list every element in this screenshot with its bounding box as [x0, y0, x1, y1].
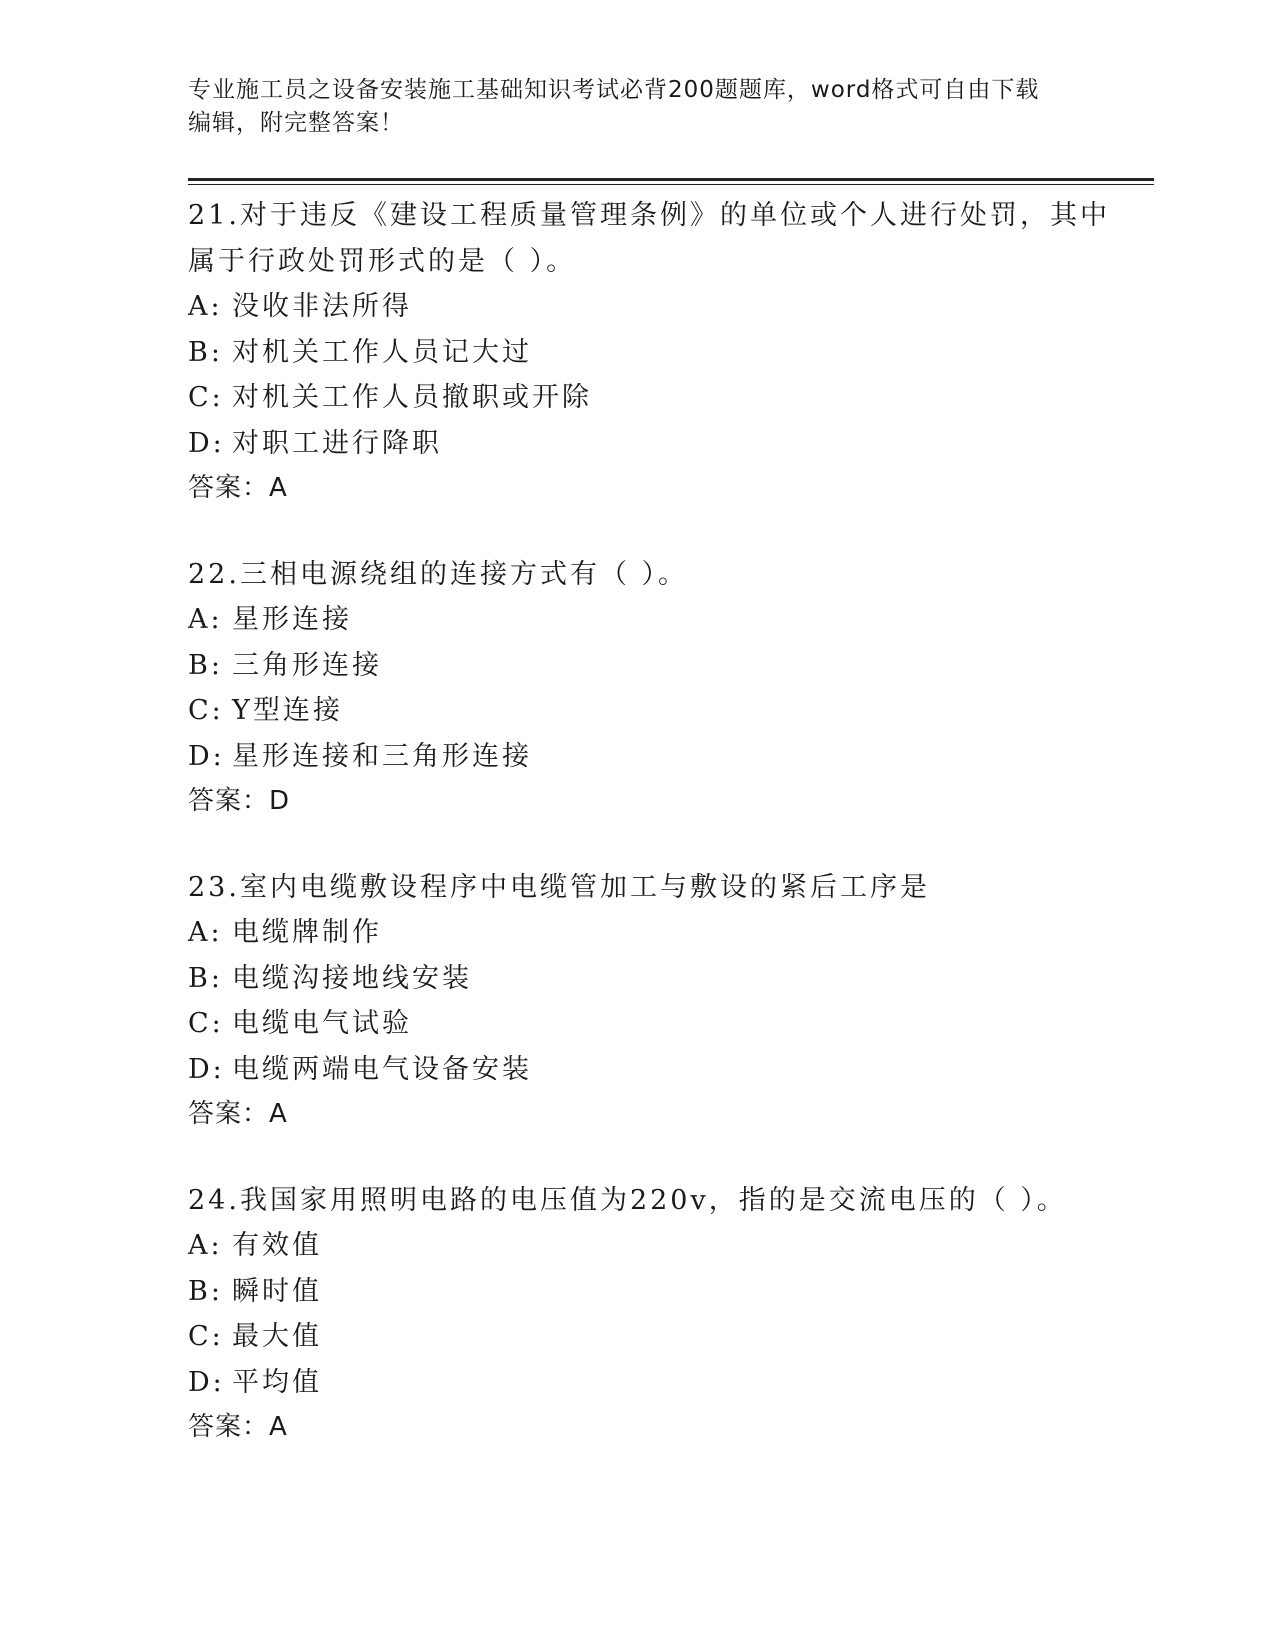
option-key: C:: [188, 1008, 224, 1039]
header-divider-thin: [188, 184, 1154, 185]
question-22: [188, 552, 1154, 825]
option-text: 电缆牌制作: [232, 917, 382, 948]
question-21: [188, 193, 1154, 512]
question-list: [188, 193, 1154, 1491]
option-a: [188, 597, 1154, 643]
option-text: 三角形连接: [232, 649, 382, 681]
option-key: D:: [188, 740, 225, 772]
answer-line: 答案：A: [188, 1412, 288, 1442]
option-key: C:: [188, 695, 224, 726]
option-a: [188, 910, 1154, 956]
option-text: 星形连接: [232, 604, 352, 635]
option-text: 最大值: [232, 1321, 322, 1352]
option-d: [188, 1360, 1154, 1406]
option-text: 瞬时值: [232, 1275, 322, 1307]
header-line-2: 编辑，附完整答案！: [188, 110, 404, 136]
option-text: 对机关工作人员记大过: [232, 336, 532, 368]
question-23: [188, 865, 1154, 1138]
option-text: 电缆两端电气设备安装: [232, 1053, 532, 1085]
answer-line: 答案：A: [188, 473, 288, 503]
option-text: 电缆电气试验: [232, 1008, 412, 1039]
option-key: C:: [188, 382, 224, 413]
question-stem: 23.室内电缆敷设程序中电缆管加工与敷设的紧后工序是: [188, 871, 930, 903]
option-text: 星形连接和三角形连接: [232, 740, 532, 772]
option-key: A:: [188, 604, 223, 635]
option-key: D:: [188, 427, 225, 459]
option-b: [188, 330, 1154, 376]
option-key: C:: [188, 1321, 224, 1352]
option-b: [188, 1269, 1154, 1315]
option-c: [188, 1314, 1154, 1360]
question-stem: 22.三相电源绕组的连接方式有（ ）。: [188, 558, 689, 590]
option-a: [188, 284, 1154, 330]
option-text: Y型连接: [232, 695, 343, 726]
option-text: 没收非法所得: [232, 291, 412, 322]
option-text: 平均值: [232, 1366, 322, 1398]
option-b: [188, 956, 1154, 1002]
option-key: B:: [188, 962, 223, 994]
header-divider-thick: [188, 178, 1154, 181]
option-text: 对机关工作人员撤职或开除: [232, 382, 592, 413]
option-c: [188, 688, 1154, 734]
option-key: B:: [188, 649, 223, 681]
option-text: 有效值: [232, 1230, 322, 1261]
option-b: [188, 643, 1154, 689]
option-d: [188, 1047, 1154, 1093]
option-d: [188, 734, 1154, 780]
question-24: [188, 1178, 1154, 1451]
option-key: D:: [188, 1366, 225, 1398]
option-key: A:: [188, 917, 223, 948]
answer-line: 答案：D: [188, 786, 291, 816]
question-stem: 24.我国家用照明电路的电压值为220v，指的是交流电压的（ ）。: [188, 1184, 1067, 1216]
document-header: [188, 74, 1088, 140]
option-text: 电缆沟接地线安装: [232, 962, 472, 994]
option-key: B:: [188, 336, 223, 368]
option-text: 对职工进行降职: [232, 427, 442, 459]
option-key: A:: [188, 291, 223, 322]
question-stem: 21.对于违反《建设工程质量管理条例》的单位或个人进行处罚，其中: [188, 200, 1110, 231]
option-key: D:: [188, 1053, 225, 1085]
header-line-1: 专业施工员之设备安装施工基础知识考试必背200题题库，word格式可自由下载: [188, 77, 1040, 103]
option-key: B:: [188, 1275, 223, 1307]
option-key: A:: [188, 1230, 223, 1261]
option-c: [188, 1001, 1154, 1047]
answer-line: 答案：A: [188, 1099, 288, 1129]
option-d: [188, 421, 1154, 467]
question-stem-continued: 属于行政处罚形式的是（ ）。: [188, 245, 577, 277]
option-a: [188, 1223, 1154, 1269]
option-c: [188, 375, 1154, 421]
